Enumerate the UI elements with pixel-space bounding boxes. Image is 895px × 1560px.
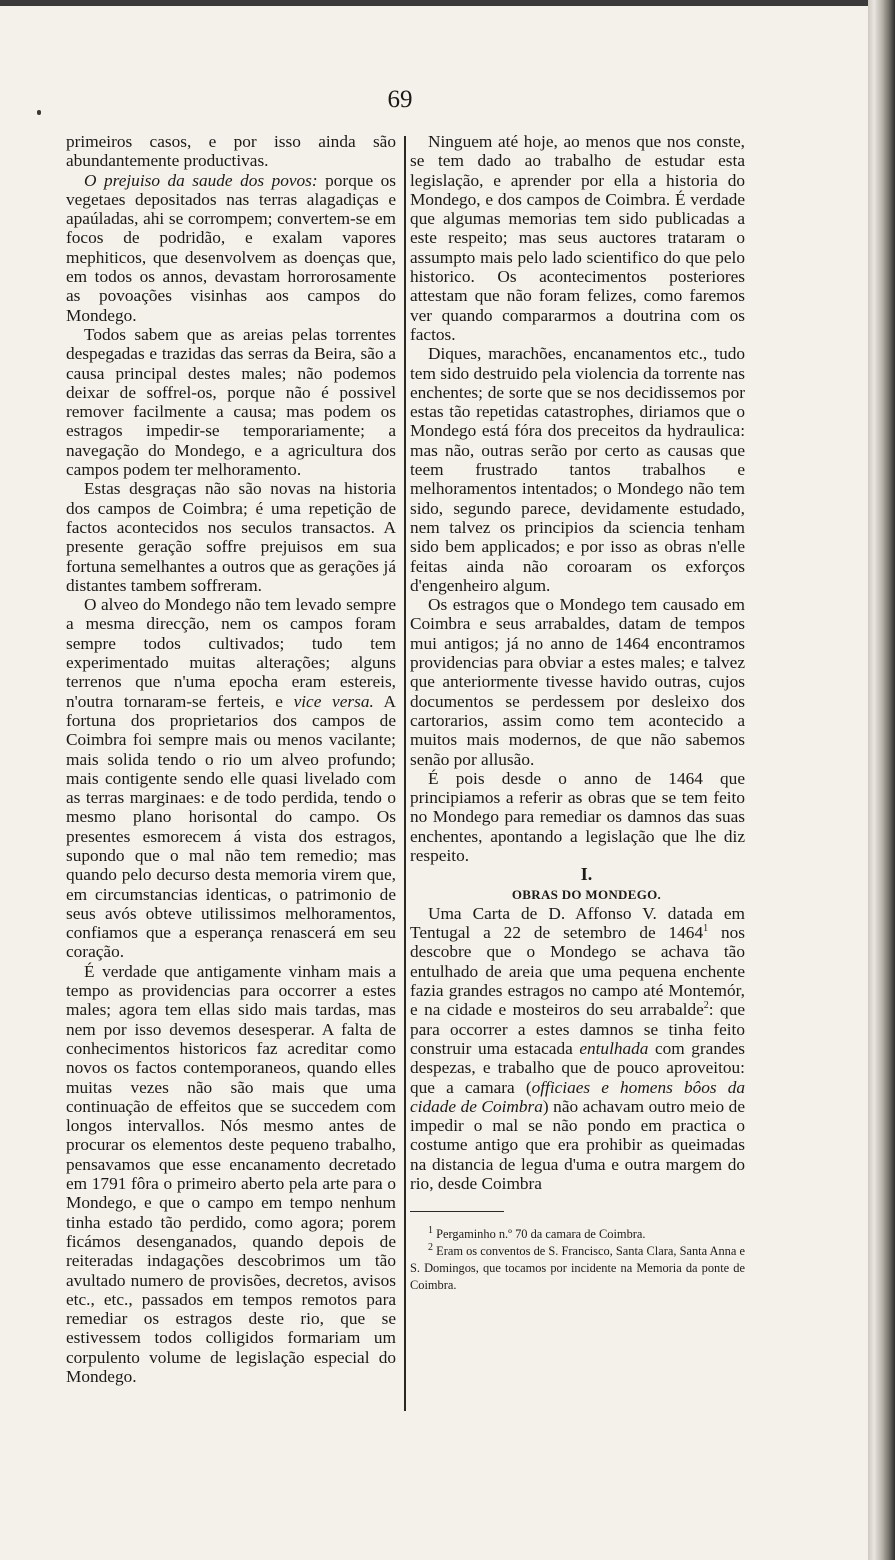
section-title: OBRAS DO MONDEGO. xyxy=(511,886,662,902)
footnote-mark: 1 xyxy=(428,1225,433,1237)
paragraph: Diques, marachões, encanamentos etc., tudo tem sido destruido pela violencia da torrente nas enchentes; de sorte que se nos decidissemos por estas tão repetidas catastrophes, diriamos que o Mondego está fóra dos preceitos da hydraulica: mas não, outras serão por certo as causas que teem frustrado tantos trabalhos e melhoramentos intentados; o Mondego não tem sido, segundo parece, devidamente estudado, nem talvez os principios da sciencia tenham sido bem applicados; e por isso as obras n'elle feitas ainda não coroaram os exforços d'engenheiro algum. xyxy=(410,344,745,595)
footnote-mark: 2 xyxy=(428,1242,433,1254)
footnote-ref-1[interactable]: 1 xyxy=(703,923,709,935)
left-column xyxy=(66,132,396,1386)
paragraph: Os estragos que o Mondego tem causado em Coimbra e seus arrabaldes, datam de tempos mui antigos; já no anno de 1464 encontramos providencias para obviar a estes males; e talvez que anteriormente tivesse havido outras, cujos documentos se perdessem por desleixo dos cartorarios, assim como tem acontecido a muitos mais modernos, de que não sabemos senão por allusão. xyxy=(410,595,745,769)
paragraph: É pois desde o anno de 1464 que principiamos a referir as obras que se tem feito no Mondego para remediar os damnos das suas enchentes, apontando a legislação que lhe diz respeito. xyxy=(410,768,745,865)
paragraph xyxy=(66,171,396,325)
paragraph-text: O alveo do Mondego não tem levado sempre a mesma direcção, nem os campos foram sempre todos cultivados; tudo tem experimentado muitas alterações; alguns terrenos que n'uma epocha eram estereis, n'outra tornaram-se ferteis, e xyxy=(66,595,396,711)
book-page xyxy=(0,6,868,1560)
footnote xyxy=(410,1226,745,1243)
column-divider xyxy=(404,136,406,1411)
italic-text: vice versa. xyxy=(293,691,374,711)
paragraph-text: nos descobre que o Mondego se achava tão entulhado de areia que uma pequena enchente fazia grandes estragos no campo até Montemór, e na cidade e mosteiros do seu arrabalde xyxy=(410,923,745,1020)
paragraph-text: com grandes despezas, e trabalho que de pouco aproveitou: que a camara ( xyxy=(410,1038,745,1097)
footnote-text: Pergaminho n.º 70 da camara de Coimbra. xyxy=(436,1227,646,1242)
paragraph: É verdade que antigamente vinham mais a tempo as providencias para occorrer a estes males; agora tem ellas sido mais tardas, mas nem por isso devemos desesperar. A falta de conhecimentos historicos faz acreditar como novos os factos contemporaneos, quando elles muitas vezes não são mais que uma continuação de effeitos que se succedem com longos intervallos. Nós mesmo antes de procurar os elementos deste pequeno trabalho, pensavamos que esse encanamento decretado em 1791 fôra o primeiro aberto pela arte para o Mondego, e que o campo em tempo nenhum tinha estado tão perdido, como agora; porem ficámos desenganados, quando depois de reiteradas indagações descobrimos um tão avultado numero de provisões, decretos, avisos etc., etc., passados em tempos remotos para remediar os estragos deste rio, que se estivessem todos colligidos formariam um corpulento volume de legislação especial do Mondego. xyxy=(66,961,396,1386)
footnote xyxy=(410,1243,745,1294)
italic-text: entulhada xyxy=(579,1038,649,1058)
right-column xyxy=(410,132,745,1294)
footnote-ref-2[interactable]: 2 xyxy=(703,1000,709,1012)
paragraph-text: A fortuna dos proprietarios dos campos de Coimbra foi sempre mais ou menos vacilante; mais solida tendo o rio um alveo profundo; mais contigente sendo elle quasi livelado com as terras marginaes: e de todo perdida, tendo o mesmo plano horisontal do campo. Os presentes esmorecem á vista dos estragos, supondo que o mal não tem remedio; mas quando pelo decurso desta memoria virem que, em circumstancias identicas, o patrimonio de seus avós obteve utilissimos melhoramentos, confiamos que a esperança renascerá em seu coração. xyxy=(66,691,396,962)
section-number: I. xyxy=(580,864,593,885)
paragraph xyxy=(410,904,745,1193)
paragraph: Ninguem até hoje, ao menos que nos conste, se tem dado ao trabalho de estudar esta legislação, e aprender por ella a historia do Mondego, e dos campos de Coimbra. É verdade que algumas memorias tem sido publicadas a este respeito; mas seus auctores trataram o assumpto mais pelo lado scientifico do que pelo historico. Os acontecimentos posteriores attestam que não foram felizes, como faremos ver quando compararmos a doutrina com os factos. xyxy=(410,132,745,344)
ink-speck xyxy=(37,110,41,115)
paragraph-text: porque os vegetaes depositados nas terras alagadiças e apaúladas, ahi se corrompem; convertem-se em focos de podridão, e exalam vapores mephiticos, que desenvolvem as doenças que, em todos os annos, devastam horrorosamente as povoações visinhas aos campos do Mondego. xyxy=(66,170,397,325)
paragraph-text: Uma Carta de D. Affonso V. datada em Tentugal a 22 de setembro de 1464 xyxy=(410,903,745,943)
footnote-divider xyxy=(410,1211,504,1212)
paragraph-text: : que para occorrer a estes damnos se tinha feito construir uma estacada xyxy=(410,1000,745,1058)
paragraph: Estas desgraças não são novas na historia dos campos de Coimbra; é uma repetição de factos acontecidos nos seculos transactos. A presente geração soffre prejuisos em sua fortuna semelhantes a outros que as gerações já distantes tambem soffreram. xyxy=(66,479,396,595)
italic-text: officiaes e homens bôos da cidade de Coimbra xyxy=(410,1077,745,1116)
paragraph: primeiros casos, e por isso ainda são abundantemente productivas. xyxy=(66,132,396,171)
paragraph: Todos sabem que as areias pelas torrentes despegadas e trazidas das serras da Beira, são a causa principal destes males; não podemos deixar de soffrel-os, porque não é possivel remover facilmente a causa; mas podem os estragos impedir-se temporariamente; a navegação do Mondego, e a agricultura dos campos podem ter melhoramento. xyxy=(66,324,396,480)
book-edge xyxy=(868,0,895,1560)
paragraph xyxy=(66,595,396,962)
page-number: 69 xyxy=(387,86,413,113)
footnote-text: Eram os conventos de S. Francisco, Santa Clara, Santa Anna e S. Domingos, que tocamos por incidente na Memoria da ponte de Coimbra. xyxy=(410,1244,745,1293)
italic-heading: O prejuiso da saude dos povos: xyxy=(84,170,318,190)
paragraph-text: ) não achavam outro meio de impedir o mal se não pondo em practica o costume antigo que era prohibir as queimadas na distancia de legua d'uma e outra margem do rio, desde Coimbra xyxy=(410,1096,745,1194)
